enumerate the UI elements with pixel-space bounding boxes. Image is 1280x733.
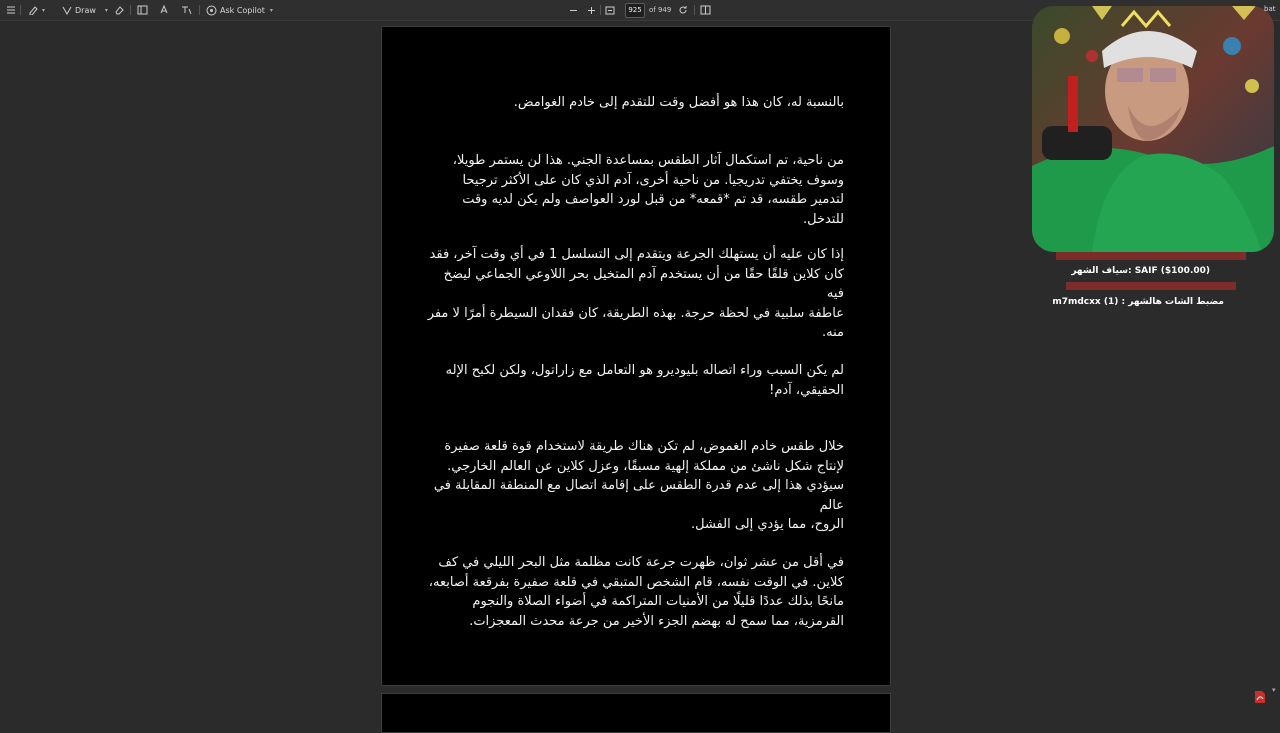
overlay-corner-label: bat bbox=[1264, 5, 1276, 13]
paragraph-5: خلال طقس خادم الغموض، لم تكن هناك طريقة لاستخدام قوة قلعة صفيرة لإنتاج شكل ناشئ من مملكة إلهية مسبقًا، وعزل كلاين عن العالم الخارجي. سيؤدي هذا إلى عدم قدرة الطقس على إقامة اتصال مع المنطقة المقابلة في عالم الروح، مما يؤدي إلى الفشل. bbox=[433, 439, 844, 532]
chat-blurred-line bbox=[1066, 282, 1236, 290]
plus-icon bbox=[587, 6, 596, 15]
pdf-page bbox=[381, 26, 891, 686]
page-view-button[interactable] bbox=[700, 3, 711, 17]
chevron-down-icon: ▾ bbox=[104, 6, 108, 14]
paragraph-3: إذا كان عليه أن يستهلك الجرعة ويتقدم إلى التسلسل 1 في أي وقت آخر، فقد كان كلاين قلقًا حقًا من أن يستخدم آدم المتخيل بحر اللاوعي الجماعي ليضخ فيه عاطفة سلبية في لحظة حرجة. بهذه الطريقة، كان فقدان السيطرة أمرًا لا مفر منه. bbox=[427, 247, 844, 340]
paragraph-2: من ناحية، تم استكمال آثار الطقس بمساعدة الجني. هذا لن يستمر طويلا، وسوف يختفي تدريجيا. من ناحية أخرى، آدم الذي كان على الأكثر ترجيحا لتدمير طقسه، قد تم *قمعه* من قبل لورد العواصف ولم يكن لديه وقت للتدخل. bbox=[452, 153, 844, 227]
webcam-overlay bbox=[1032, 6, 1274, 252]
draw-button[interactable]: Draw ▾ bbox=[62, 3, 108, 17]
read-aloud-button[interactable] bbox=[159, 3, 170, 17]
pdf-file-icon bbox=[1254, 690, 1266, 704]
book-icon bbox=[700, 5, 711, 15]
copilot-icon bbox=[206, 5, 217, 16]
paragraph-1: بالنسبة له، كان هذا هو أفضل وقت للتقدم إلى خادم الغوامض. bbox=[513, 95, 844, 110]
paragraph-4: لم يكن السبب وراء اتصاله بليوديرو هو التعامل مع زاراتول، ولكن لكبح الإله الحقيقي، آدم! bbox=[445, 363, 844, 398]
draw-icon bbox=[62, 5, 72, 15]
pdf-next-page bbox=[381, 693, 891, 733]
chat-line-2: مضبط الشات هالشهر : (1) m7mdcxx bbox=[1052, 297, 1224, 307]
rotate-icon bbox=[678, 5, 688, 15]
erase-button[interactable] bbox=[114, 3, 125, 17]
fit-page-button[interactable] bbox=[605, 3, 615, 17]
eraser-icon bbox=[114, 5, 125, 15]
streamer-image bbox=[1032, 6, 1274, 252]
contents-button[interactable] bbox=[6, 3, 16, 17]
page-total: of 949 bbox=[649, 6, 672, 14]
page-number-input[interactable]: 925 bbox=[625, 3, 645, 18]
translate-button[interactable] bbox=[181, 3, 192, 17]
highlight-button[interactable] bbox=[28, 3, 45, 17]
scroll-down-arrow-icon[interactable]: ▾ bbox=[1272, 686, 1276, 694]
view-icon bbox=[137, 5, 148, 15]
chat-line-1: SAIF ($100.00) :سياف الشهر bbox=[1071, 266, 1210, 276]
chevron-down-icon: ▾ bbox=[269, 6, 273, 14]
chat-blurred-line bbox=[1056, 252, 1246, 260]
view-button[interactable] bbox=[137, 3, 148, 17]
zoom-out-button[interactable] bbox=[569, 3, 578, 17]
rotate-button[interactable] bbox=[678, 3, 688, 17]
zoom-in-button[interactable] bbox=[587, 3, 596, 17]
paragraph-6: في أقل من عشر ثوان، ظهرت جرعة كانت مظلمة مثل البحر الليلي في كف كلاين. في الوقت نفسه، قام الشخص المتبقي في قلعة صفيرة بفرقعة أصابعه، مانحًا بذلك عددًا قليلًا من الأمنيات المتراكمة في أضواء الصلاة والنجوم القرمزية، مما سمح له بهضم الجزء الأخير من جرعة محدث المعجزات. bbox=[428, 555, 844, 629]
chevron-down-icon: ▾ bbox=[42, 6, 46, 14]
translate-icon bbox=[181, 5, 192, 15]
minus-icon bbox=[569, 6, 578, 15]
read-aloud-icon bbox=[159, 5, 170, 15]
highlight-icon bbox=[28, 5, 39, 15]
ask-copilot-button[interactable]: Ask Copilot ▾ bbox=[206, 3, 273, 17]
fit-page-icon bbox=[605, 6, 615, 15]
list-icon bbox=[6, 5, 16, 15]
